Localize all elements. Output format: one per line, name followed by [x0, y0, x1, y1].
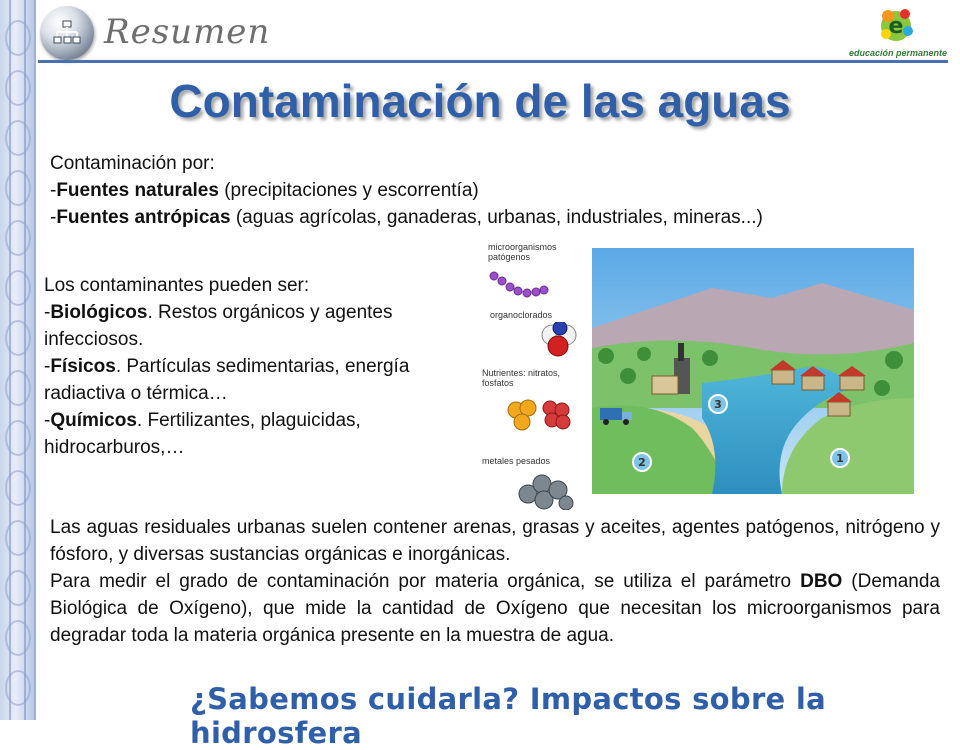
- sitemap-icon: [40, 6, 94, 60]
- header-title: Resumen: [104, 12, 271, 52]
- nutrient-molecules-icon: [506, 396, 576, 438]
- type-item-physical: -Físicos. Partículas sedimentarias, energía radiactiva o térmica…: [44, 356, 410, 404]
- type-item-biological: -Biológicos. Restos orgánicos y agentes infecciosos.: [44, 302, 393, 350]
- organochlorine-molecule-icon: [538, 322, 578, 362]
- logo-text: educación permanente: [848, 48, 948, 58]
- type-item-chemical: -Químicos. Fertilizantes, plaguicidas, hidrocarburos,…: [44, 410, 361, 458]
- marker-2: [633, 453, 651, 471]
- water-pollution-landscape-illustration: [592, 248, 914, 494]
- pollutant-legend: [478, 238, 588, 510]
- legend-label-microorganisms: microorganismos patógenos: [488, 242, 557, 262]
- residual-waters-text: [50, 514, 940, 649]
- header-divider: [38, 60, 948, 63]
- legend-label-organochlorines: organoclorados: [490, 310, 553, 320]
- marker-3: [709, 395, 727, 413]
- microorganism-chain-icon: [486, 268, 556, 304]
- svg-text:e: e: [888, 14, 904, 39]
- footer-title: ¿Sabemos cuidarla? Impactos sobre la hidrosfera: [190, 682, 827, 750]
- source-item-natural: -Fuentes naturales (precipitaciones y escorrentía): [50, 180, 479, 201]
- contaminant-types: [44, 272, 454, 461]
- svg-text:3: 3: [714, 398, 722, 411]
- source-item-anthropic: -Fuentes antrópicas (aguas agrícolas, ganaderas, urbanas, industriales, mineras...): [50, 207, 763, 228]
- dbo-paragraph: Para medir el grado de contaminación por materia orgánica, se utiliza el parámetro DBO (Demanda Biológica de Oxígeno), que mide la cantidad de Oxígeno que necesitan los microorganismos para degradar toda la materia orgánica presente en la muestra de agua.: [50, 571, 940, 646]
- legend-label-nutrients: Nutrientes: nitratos, fosfatos: [482, 368, 561, 388]
- slide-title: Contaminación de las aguas: [169, 75, 791, 127]
- heavy-metal-atoms-icon: [518, 470, 578, 510]
- types-heading: Los contaminantes pueden ser:: [44, 275, 310, 296]
- educacion-permanente-logo: [838, 4, 958, 66]
- svg-text:1: 1: [836, 452, 844, 465]
- sources-heading: Contaminación por:: [50, 153, 215, 174]
- legend-label-heavy-metals: metales pesados: [482, 456, 551, 466]
- contamination-sources: [50, 150, 950, 231]
- svg-text:2: 2: [638, 456, 646, 469]
- marker-1: [831, 449, 849, 467]
- residual-waters-paragraph-1: Las aguas residuales urbanas suelen contener arenas, grasas y aceites, agentes patógenos, nitrógeno y fósforo, y diversas sustancias orgánicas e inorgánicas.: [50, 517, 940, 565]
